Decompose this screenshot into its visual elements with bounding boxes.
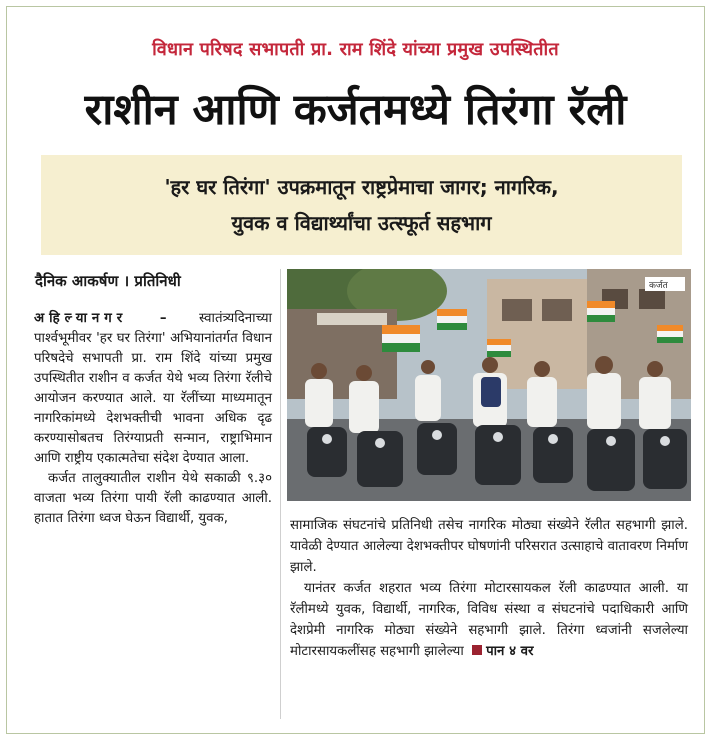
square-bullet-icon [472, 645, 482, 655]
rally-photo-image [287, 269, 691, 501]
article-column-1 [34, 309, 272, 529]
paragraph-4 [290, 578, 688, 662]
paragraph-1-text: स्वातंत्र्यदिनाच्या पार्श्वभूमीवर 'हर घर तिरंगा' अभियानांतर्गत विधान परिषदेचे सभापती प्रा. राम शिंदे यांच्या प्रमुख उपस्थितीत राशीन व कर्जत येथे भव्य तिरंगा रॅलीचे आयोजन करण्यात आले. या रॅलींच्या माध्यमातून नागरिकांमध्ये देशभक्तीची भावना अधिक दृढ करण्यासोबतच तिरंग्याप्रती सन्मान, राष्ट्राभिमान आणि राष्ट्रीय एकात्मतेचा संदेश देण्यात आला. [34, 311, 273, 466]
continued-label: पान ४ वर [486, 644, 534, 659]
subheadline-line-2: युवक व विद्यार्थ्यांचा उत्स्फूर्त सहभाग [231, 211, 492, 235]
rally-photo [287, 269, 691, 501]
subheadline-line-1: 'हर घर तिरंगा' उपक्रमातून राष्ट्रप्रेमाचा जागर; नागरिक, [164, 175, 559, 199]
dateline: अहिल्यानगर – [34, 311, 172, 326]
shop-sign-text: कर्जत [649, 281, 668, 291]
byline: दैनिक आकर्षण । प्रतिनिधी [35, 272, 181, 290]
column-divider [280, 269, 281, 719]
continued-jump [468, 644, 533, 659]
paragraph-4-text: यानंतर कर्जत शहरात भव्य तिरंगा मोटारसायकल रॅली काढण्यात आली. या रॅलीमध्ये युवक, विद्यार्थी, नागरिक, विविध संस्था व संघटनांचे पदाधिकारी आणि देशप्रेमी नागरिक मोठ्या संख्येने सहभागी झाले. तिरंगा ध्वजांनी सजलेल्या मोटारसायकलींसह सहभागी झालेल्या [290, 581, 688, 659]
subheadline-box [41, 155, 682, 255]
kicker-line: विधान परिषद सभापती प्रा. राम शिंदे यांच्या प्रमुख उपस्थितीत [152, 39, 559, 60]
news-clipping [6, 6, 705, 734]
article-column-2 [290, 515, 688, 662]
paragraph-3: सामाजिक संघटनांचे प्रतिनिधी तसेच नागरिक मोठ्या संख्येने रॅलीत सहभागी झाले. यावेळी देण्यात आलेल्या देशभक्तीपर घोषणांनी परिसरात उत्साहाचे वातावरण निर्माण झाले. [290, 518, 688, 575]
headline: राशीन आणि कर्जतमध्ये तिरंगा रॅली [84, 85, 627, 135]
paragraph-2: कर्जत तालुक्यातील राशीन येथे सकाळी ९.३० वाजता भव्य तिरंगा पायी रॅली काढण्यात आली. हातात तिरंगा ध्वज घेऊन विद्यार्थी, युवक, [34, 471, 272, 526]
paragraph-1 [34, 309, 272, 469]
